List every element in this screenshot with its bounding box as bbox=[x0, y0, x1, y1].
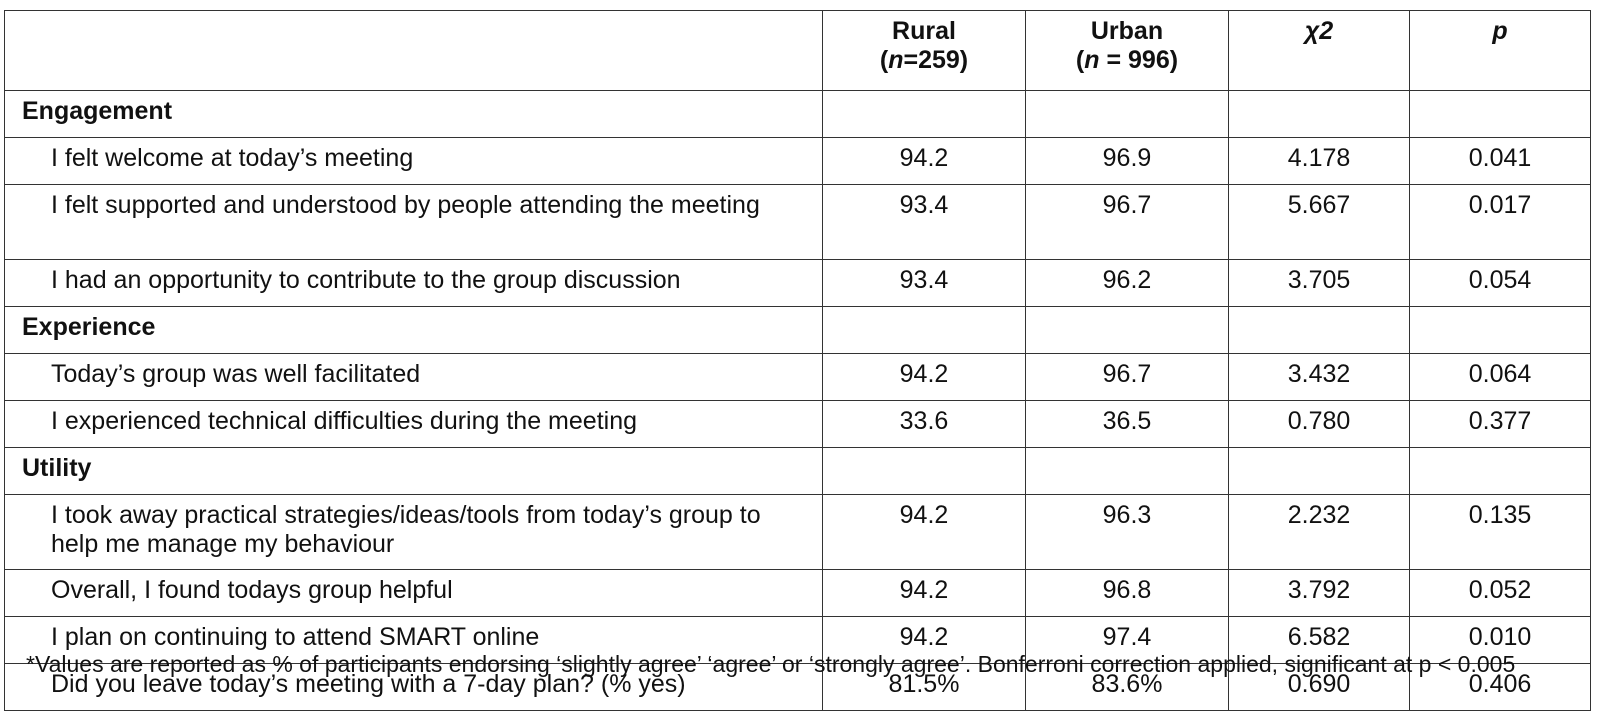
chi-value: 5.667 bbox=[1229, 185, 1410, 260]
chi-value: 6.582 bbox=[1229, 617, 1410, 664]
table-row bbox=[5, 570, 1591, 617]
rural-value: 94.2 bbox=[823, 617, 1026, 664]
chi-value: 3.432 bbox=[1229, 354, 1410, 401]
urban-value: 97.4 bbox=[1026, 617, 1229, 664]
urban-value: 96.2 bbox=[1026, 260, 1229, 307]
item-label: I had an opportunity to contribute to the group discussion bbox=[5, 260, 823, 307]
table-row bbox=[5, 354, 1591, 401]
rural-value: 81.5% bbox=[823, 664, 1026, 711]
empty-cell bbox=[823, 448, 1026, 495]
chi-value: 3.705 bbox=[1229, 260, 1410, 307]
chi-value: 0.690 bbox=[1229, 664, 1410, 711]
p-value: 0.377 bbox=[1410, 401, 1591, 448]
item-label: I experienced technical difficulties during the meeting bbox=[5, 401, 823, 448]
header-urban-count: (n = 996) bbox=[1075, 46, 1179, 74]
chi-value: 3.792 bbox=[1229, 570, 1410, 617]
empty-cell bbox=[823, 91, 1026, 138]
header-rural bbox=[823, 11, 1026, 91]
section-row-engagement bbox=[5, 91, 1591, 138]
section-title: Utility bbox=[5, 448, 823, 495]
item-label: I felt welcome at today’s meeting bbox=[5, 138, 823, 185]
section-title: Experience bbox=[5, 307, 823, 354]
p-value: 0.064 bbox=[1410, 354, 1591, 401]
header-p-value: p bbox=[1410, 11, 1591, 91]
header-chi-square: χ2 bbox=[1229, 11, 1410, 91]
empty-cell bbox=[1229, 307, 1410, 354]
header-rural-n: n bbox=[888, 46, 904, 74]
item-label: Did you leave today’s meeting with a 7-day plan? (% yes) bbox=[5, 664, 823, 711]
p-value: 0.135 bbox=[1410, 495, 1591, 570]
empty-cell bbox=[1229, 448, 1410, 495]
p-value: 0.041 bbox=[1410, 138, 1591, 185]
item-label: Overall, I found todays group helpful bbox=[5, 570, 823, 617]
section-title: Engagement bbox=[5, 91, 823, 138]
rural-value: 94.2 bbox=[823, 138, 1026, 185]
empty-cell bbox=[1410, 307, 1591, 354]
urban-value: 96.7 bbox=[1026, 185, 1229, 260]
empty-cell bbox=[823, 307, 1026, 354]
item-label: I felt supported and understood by people attending the meeting bbox=[5, 185, 823, 260]
document-page bbox=[4, 10, 1596, 716]
header-urban-n-value: = 996) bbox=[1099, 46, 1179, 74]
section-row-experience bbox=[5, 307, 1591, 354]
header-urban-title: Urban bbox=[1090, 17, 1164, 45]
table-row bbox=[5, 495, 1591, 570]
table-row bbox=[5, 185, 1591, 260]
header-rural-count: (n=259) bbox=[879, 46, 969, 74]
empty-cell bbox=[1026, 91, 1229, 138]
empty-cell bbox=[1026, 448, 1229, 495]
header-urban-n: n bbox=[1084, 46, 1100, 74]
chi-value: 0.780 bbox=[1229, 401, 1410, 448]
item-label: I took away practical strategies/ideas/tools from today’s group to help me manage my behaviour bbox=[5, 495, 823, 570]
p-value: 0.010 bbox=[1410, 617, 1591, 664]
urban-value: 83.6% bbox=[1026, 664, 1229, 711]
rural-value: 93.4 bbox=[823, 260, 1026, 307]
urban-value: 96.8 bbox=[1026, 570, 1229, 617]
header-urban bbox=[1026, 11, 1229, 91]
urban-value: 96.7 bbox=[1026, 354, 1229, 401]
urban-value: 96.3 bbox=[1026, 495, 1229, 570]
empty-cell bbox=[1026, 307, 1229, 354]
chi-value: 2.232 bbox=[1229, 495, 1410, 570]
table-header-row bbox=[5, 11, 1591, 91]
empty-cell bbox=[1410, 91, 1591, 138]
p-value: 0.054 bbox=[1410, 260, 1591, 307]
p-value: 0.017 bbox=[1410, 185, 1591, 260]
p-value: 0.406 bbox=[1410, 664, 1591, 711]
item-label: I plan on continuing to attend SMART online bbox=[5, 617, 823, 664]
table-row bbox=[5, 138, 1591, 185]
header-rural-n-value: =259) bbox=[903, 46, 969, 74]
rural-value: 94.2 bbox=[823, 495, 1026, 570]
header-rural-title: Rural bbox=[892, 17, 956, 45]
p-value: 0.052 bbox=[1410, 570, 1591, 617]
rural-value: 33.6 bbox=[823, 401, 1026, 448]
urban-value: 36.5 bbox=[1026, 401, 1229, 448]
chi-value: 4.178 bbox=[1229, 138, 1410, 185]
urban-value: 96.9 bbox=[1026, 138, 1229, 185]
item-label: Today’s group was well facilitated bbox=[5, 354, 823, 401]
rural-value: 93.4 bbox=[823, 185, 1026, 260]
table-footnote: *Values are reported as % of participants endorsing ‘slightly agree’ ‘agree’ or ‘strongly agree’. Bonferroni correction applied, significant at p < 0.005 bbox=[26, 651, 1516, 677]
rural-value: 94.2 bbox=[823, 570, 1026, 617]
header-label-empty bbox=[5, 11, 823, 91]
results-table bbox=[4, 10, 1591, 711]
table-row bbox=[5, 260, 1591, 307]
empty-cell bbox=[1229, 91, 1410, 138]
section-row-utility bbox=[5, 448, 1591, 495]
table-row bbox=[5, 401, 1591, 448]
rural-value: 94.2 bbox=[823, 354, 1026, 401]
empty-cell bbox=[1410, 448, 1591, 495]
